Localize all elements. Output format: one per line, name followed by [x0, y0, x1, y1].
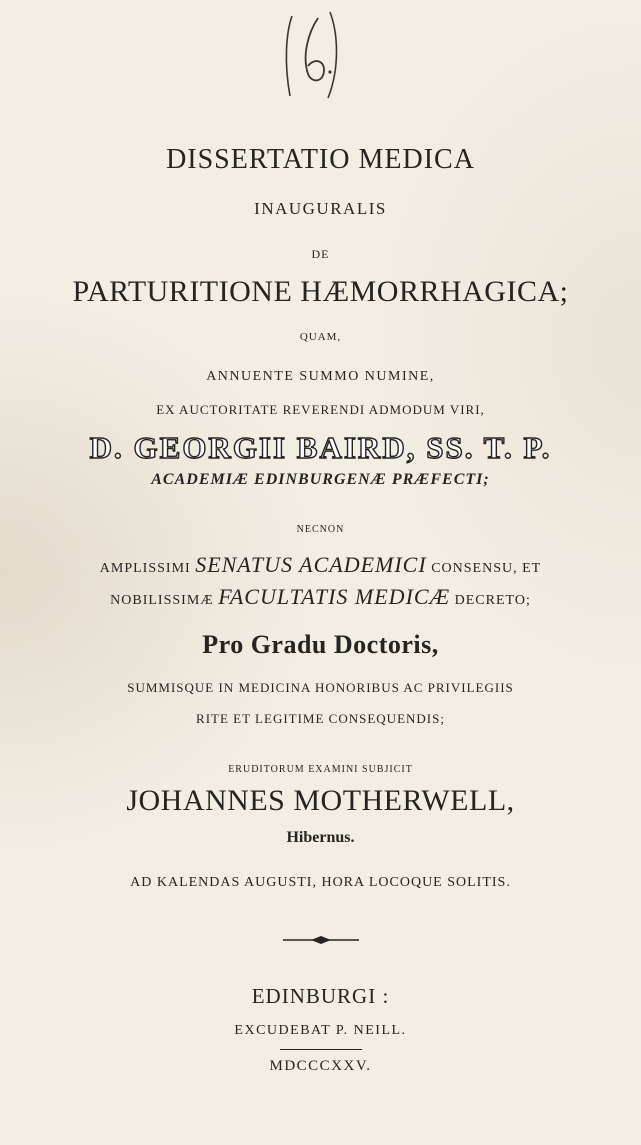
facultas-suffix: DECRETO; — [454, 593, 531, 608]
imprint-printer: EXCUDEBAT P. NEILL. — [234, 1023, 407, 1038]
preposition-de: DE — [311, 247, 330, 261]
facultas-prefix: NOBILISSIMÆ — [110, 593, 214, 608]
senatus-suffix: CONSENSU, ET — [431, 561, 542, 576]
annuente-line: ANNUENTE SUMMO NUMINE, — [206, 369, 435, 384]
dissertation-subject: PARTURITIONE HÆMORRHAGICA; — [72, 275, 569, 308]
imprint-city: EDINBURGI : — [251, 984, 390, 1008]
facultas-line — [0, 586, 641, 608]
necnon-line: NECNON — [296, 524, 345, 535]
imprint-divider — [280, 1049, 362, 1050]
auctoritate-line: EX AUCTORITATE REVERENDI ADMODUM VIRI, — [156, 402, 485, 417]
honours-line: SUMMISQUE IN MEDICINA HONORIBUS AC PRIVILEGIIS — [127, 680, 514, 695]
rite-line: RITE ET LEGITIME CONSEQUENDIS; — [196, 711, 445, 726]
senatus-emphasis: SENATUS ACADEMICI — [195, 552, 427, 577]
author-name: JOHANNES MOTHERWELL, — [126, 784, 515, 817]
hand-pointer-rule-ornament-icon — [283, 935, 359, 945]
handwritten-shelfmark — [278, 8, 348, 103]
degree-line: Pro Gradu Doctoris, — [202, 630, 439, 659]
examination-line: ERUDITORUM EXAMINI SUBJICIT — [228, 764, 413, 775]
principal-name: D. GEORGII BAIRD, SS. T. P. — [89, 430, 552, 465]
senatus-prefix: AMPLISSIMI — [99, 561, 191, 576]
author-origin: Hibernus. — [286, 829, 355, 846]
dissertation-title: DISSERTATIO MEDICA — [166, 144, 475, 175]
dissertation-subtitle: INAUGURALIS — [254, 199, 387, 218]
senatus-line — [0, 554, 641, 576]
date-line: AD KALENDAS AUGUSTI, HORA LOCOQUE SOLITIS. — [130, 875, 511, 890]
principal-office: ACADEMIÆ EDINBURGENÆ PRÆFECTI; — [151, 471, 490, 488]
imprint-year: MDCCCXXV. — [269, 1058, 372, 1074]
facultas-emphasis: FACULTATIS MEDICÆ — [218, 584, 451, 609]
quam-line: QUAM, — [299, 331, 342, 343]
